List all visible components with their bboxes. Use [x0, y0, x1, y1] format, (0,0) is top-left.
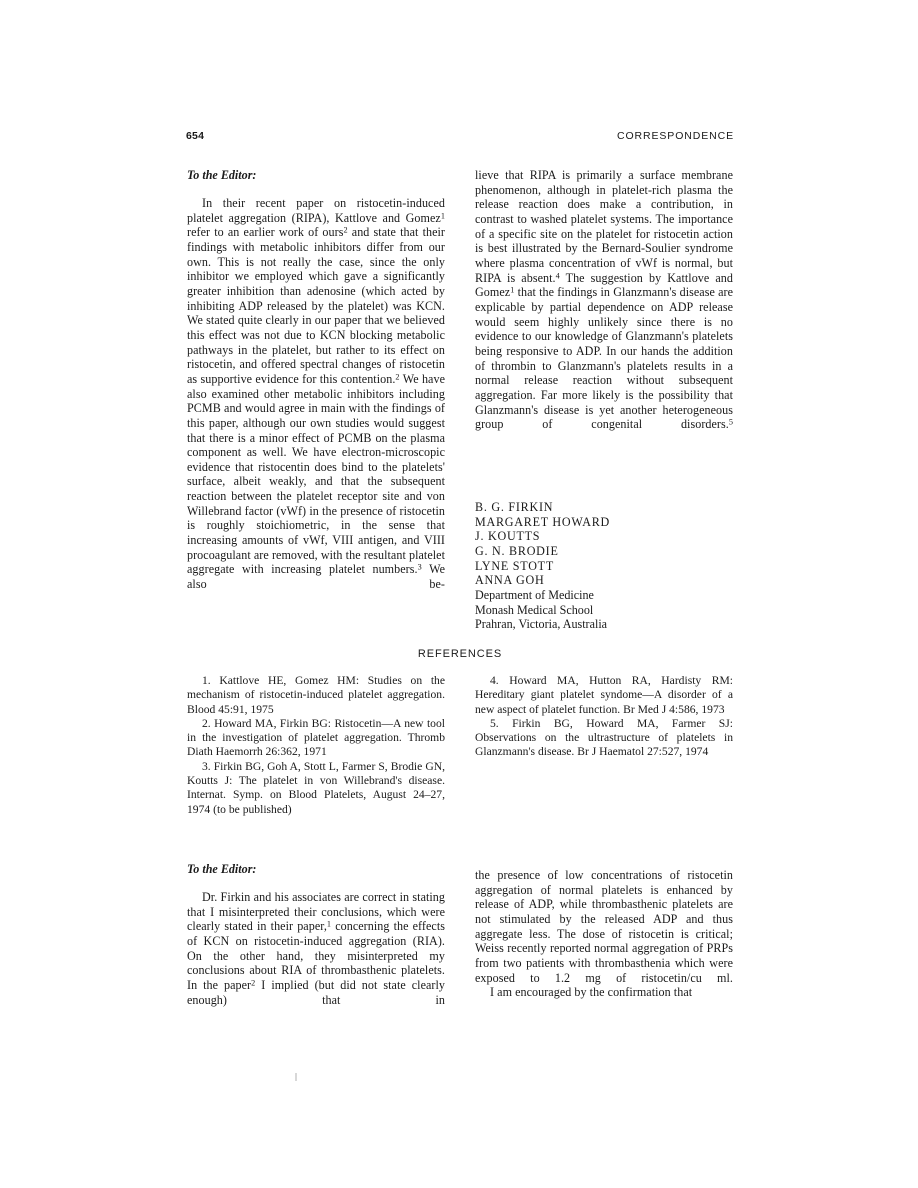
letter-one-salutation: To the Editor:: [187, 168, 257, 182]
letter-two-salutation-wrap: [187, 862, 445, 877]
reference-item: 5. Firkin BG, Howard MA, Farmer SJ: Observations on the ultrastructure of platelets in Glanzmann's disease. Br J Haematol 27:527, 1974: [475, 716, 733, 759]
page-number: 654: [186, 130, 205, 142]
references-right-column: [475, 674, 733, 760]
reference-item: 2. Howard MA, Firkin BG: Ristocetin—A new tool in the investigation of platelet aggregation. Thromb Diath Haemorrh 26:362, 1971: [187, 716, 445, 759]
letter-two-left-body: [187, 890, 445, 1007]
affiliation-line: Prahran, Victoria, Australia: [475, 617, 608, 632]
letter-two-right-paragraph-2: I am encouraged by the confirmation that: [490, 985, 693, 1000]
signatory-name: LYNE STOTT: [475, 558, 554, 573]
affiliation-line: Monash Medical School: [475, 602, 594, 617]
letter-one-signature-block: [475, 500, 733, 632]
affiliation-line: Department of Medicine: [475, 587, 594, 602]
references-heading: REFERENCES: [417, 648, 503, 660]
references-left-column: [187, 674, 445, 817]
letter-two-left-paragraph: Dr. Firkin and his associates are correct in stating that I misinterpreted their conclusions, which were clearly stated in their paper,$^1$ concerning the effects of KCN on ristocetin-induced aggregation (RIA). On the other hand, they misinterpreted my conclusions about RIA of thrombasthenic platelets. In the paper$^2$ I implied (but did not state clearly enough) that in: [187, 890, 445, 1007]
letter-one-right-paragraph: lieve that RIPA is primarily a surface membrane phenomenon, although in platelet-rich plasma the release reaction does make a contribution, in contrast to washed platelet systems. The importance of a specific site on the platelet for ristocetin action is best illustrated by the Bernard-Soulier syndrome where plasma concentration of vWf is normal, but RIPA is absent.$^4$ The suggestion by Kattlove and Gomez$^1$ that the findings in Glanzmann's disease are explicable by partial dependence on ADP release would seem highly unlikely since there is no evidence to our knowledge of Glanzmann's platelets being responsive to ADP. In our hands the addition of thrombin to Glanzmann's platelets results in a normal release reaction without subsequent aggregation. Far more likely is the possibility that Glanzmann's disease is yet another heterogeneous group of congenital disorders.$^5$: [475, 168, 734, 432]
signatory-name: B. G. FIRKIN: [475, 500, 554, 514]
running-head-title: CORRESPONDENCE: [616, 130, 734, 142]
signatory-name: J. KOUTTS: [475, 529, 541, 544]
letter-one-left-column: [187, 168, 445, 183]
running-head: [186, 130, 734, 142]
scan-artifact: [295, 1073, 297, 1081]
signatory-name: MARGARET HOWARD: [475, 514, 610, 529]
reference-item: 1. Kattlove HE, Gomez HM: Studies on the mechanism of ristocetin-induced platelet aggregation. Blood 45:91, 1975: [187, 674, 445, 716]
signatory-name: G. N. BRODIE: [475, 543, 559, 558]
reference-item: 4. Howard MA, Hutton RA, Hardisty RM: Hereditary giant platelet syndome—A disorder of a new aspect of platelet function. Br Med J 4:586, 1973: [475, 674, 733, 716]
signatory-name: ANNA GOH: [475, 573, 545, 588]
letter-two-right-paragraph-1: the presence of low concentrations of ristocetin aggregation of normal platelets is enhanced by release of ADP, while thrombasthenic platelets are not stimulated by the released ADP and thus aggregate less. The dose of ristocetin is critical; Weiss recently reported normal aggregation of PRPs from two patients with thrombasthenia which were exposed to 1.2 mg of ristocetin/cu ml.: [475, 868, 733, 985]
letter-one-right-body: [475, 168, 733, 432]
reference-item: 3. Firkin BG, Goh A, Stott L, Farmer S, Brodie GN, Koutts J: The platelet in von Willebrand's disease. Internat. Symp. on Blood Platelets, August 24–27, 1974 (to be published): [187, 759, 445, 816]
letter-two-salutation: To the Editor:: [187, 862, 257, 876]
letter-one-left-body: [187, 196, 445, 592]
letter-one-left-paragraph: In their recent paper on ristocetin-induced platelet aggregation (RIPA), Kattlove and Gomez$^1$ refer to an earlier work of ours$^2$ and state that their findings with metabolic inhibitors differ from our own. This is not really the case, since the only inhibitor we employed which gave a significantly greater inhibition than adenosine (which acted by inhibiting ADP released by the platelet) was KCN. We stated quite clearly in our paper that we believed this effect was not due to KCN blocking metabolic pathways in the platelet, but rather to its effect on ristocetin, and offered spectral changes of ristocetin as supportive evidence for this contention.$^2$ We have also examined other metabolic inhibitors including PCMB and would agree in main with the findings of this paper, although our own studies would suggest that there is a minor effect of PCMB on the plasma component as well. We have electron-microscopic evidence that ristocentin does bind to the platelets' surface, albeit weakly, and that the subsequent reaction between the platelet receptor site and von Willebrand factor (vWf) in the presence of ristocetin is roughly stoichiometric, in the sense that increasing amounts of vWf, VIII antigen, and VIII procoagulant are removed, with the resultant platelet aggregate with increasing platelet numbers.$^3$ We also be-: [187, 196, 445, 592]
letter-two-right-body: [475, 868, 733, 1000]
